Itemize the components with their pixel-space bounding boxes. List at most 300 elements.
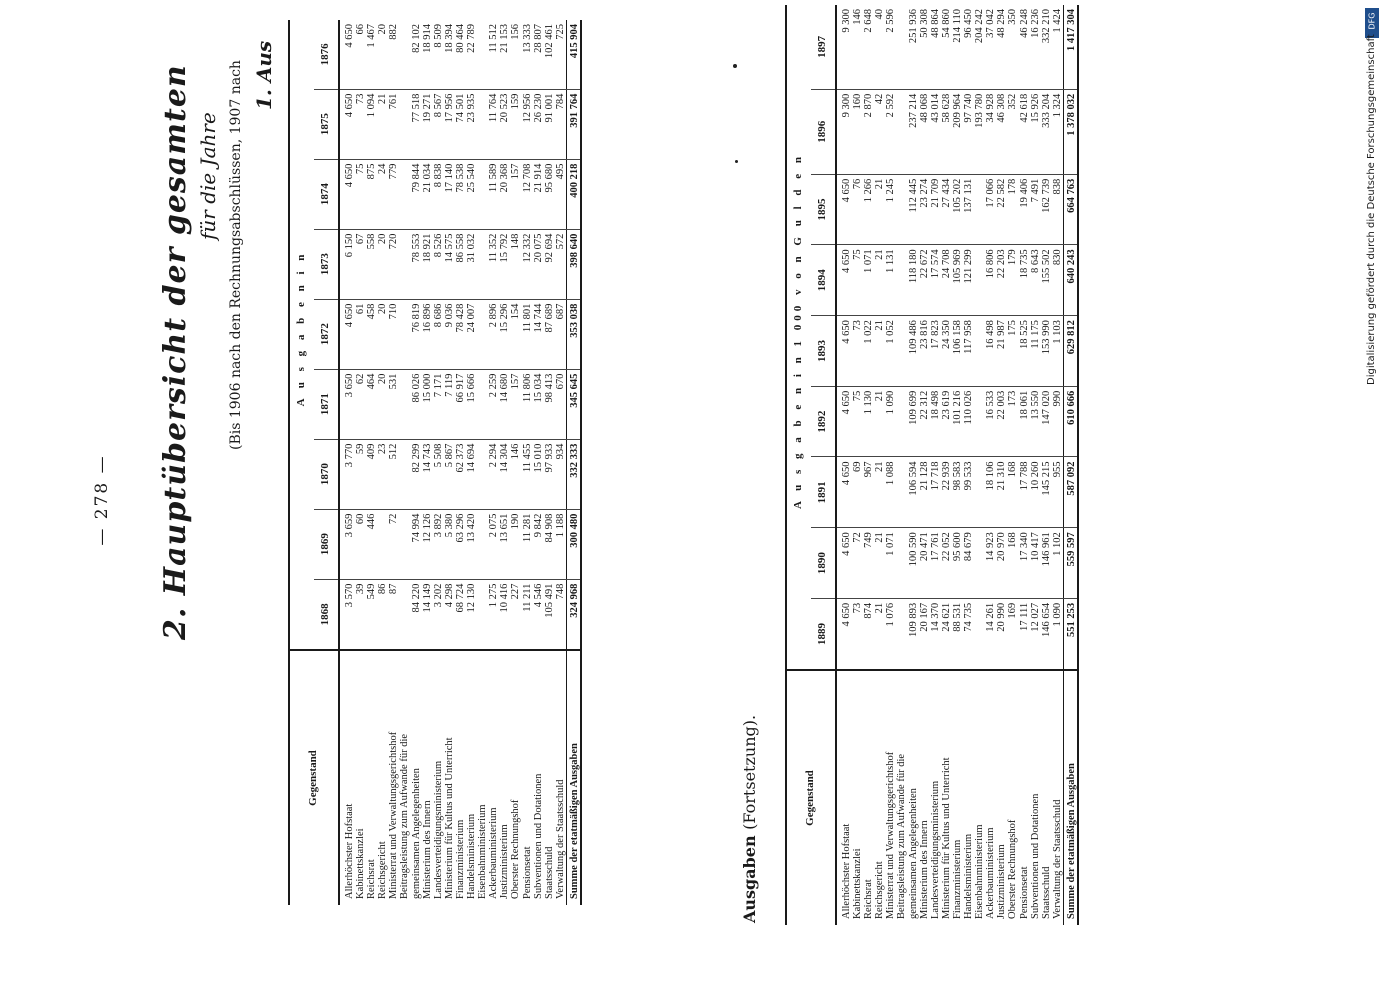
cell-value: 20 970	[996, 528, 1007, 599]
cell-value: 162 739	[1041, 174, 1052, 245]
table-row	[985, 5, 996, 925]
cell-value: 24 621	[941, 598, 952, 670]
cell-value: 14 261	[985, 598, 996, 670]
row-label: Ministerium für Kultus und Unterricht	[443, 737, 455, 899]
cell-value: 23	[377, 439, 388, 509]
cell-value: 21 034	[422, 159, 433, 229]
cell-value: 74 735	[963, 598, 974, 670]
expenditure-table-1889-1897	[785, 5, 1079, 925]
cell-value: 24 708	[941, 245, 952, 316]
cell-value: 6 150	[344, 229, 355, 299]
cell-value	[974, 386, 985, 457]
cell-value: 117 958	[963, 316, 974, 387]
cell-value: 8 838	[433, 159, 444, 229]
cell-value: 409	[366, 439, 377, 509]
row-label: Allerhöchster Hofstaat	[344, 803, 355, 899]
cell-value: 14 680	[499, 369, 510, 439]
cell-value: 97 933	[544, 439, 555, 509]
cell-value: 11 211	[522, 579, 533, 650]
cell-value: 15 792	[499, 229, 510, 299]
cell-value: 748	[555, 579, 567, 650]
cell-value: 12 956	[522, 89, 533, 159]
cell-value: 74 994	[411, 509, 422, 579]
cell-value: 9 300	[841, 89, 852, 174]
cell-value: 12 126	[422, 509, 433, 579]
cell-value: 145 215	[1041, 457, 1052, 528]
cell-value: 1 378 032	[1063, 89, 1078, 174]
cell-value: 11 806	[522, 369, 533, 439]
cell-value: 34 928	[985, 89, 996, 174]
cell-value: 15 034	[533, 369, 544, 439]
cell-value: 19 406	[1019, 174, 1030, 245]
total-row	[1063, 5, 1078, 925]
speck	[735, 160, 738, 163]
cell-value: 18 525	[1019, 316, 1030, 387]
row-label: Ministerrat und Verwaltungsgerichtshof	[388, 731, 400, 899]
cell-value: 84 679	[963, 528, 974, 599]
table-row	[1030, 5, 1041, 925]
cell-value: 22 672	[919, 245, 930, 316]
cell-value: 98 583	[952, 457, 963, 528]
cell-value: 21 128	[919, 457, 930, 528]
cell-value	[896, 245, 907, 316]
cell-value: 4 650	[841, 386, 852, 457]
table-row	[433, 20, 444, 905]
cell-value: 43 014	[930, 89, 941, 174]
cell-value: 1 090	[885, 386, 896, 457]
cell-value: 66 917	[455, 369, 466, 439]
cell-value	[974, 245, 985, 316]
cell-value: 60	[355, 509, 366, 579]
cell-value: 31 032	[466, 229, 477, 299]
cell-value: 1 188	[555, 509, 567, 579]
cell-value: 710	[388, 299, 399, 369]
cell-value: 3 202	[433, 579, 444, 650]
table-row	[896, 5, 907, 925]
cell-value	[399, 299, 410, 369]
cell-value: 830	[1052, 245, 1064, 316]
cell-value: 687	[555, 299, 567, 369]
cell-value: 23 935	[466, 89, 477, 159]
cell-value: 190	[510, 509, 521, 579]
row-label: Justizministerium	[499, 824, 511, 899]
cell-value: 15 666	[466, 369, 477, 439]
cell-value: 2 259	[488, 369, 499, 439]
cell-value: 610 666	[1063, 386, 1078, 457]
cell-value	[399, 579, 410, 650]
cell-value: 21 709	[930, 174, 941, 245]
table-row	[366, 20, 377, 905]
section-heading-suffix: (Fortsetzung).	[740, 714, 759, 830]
cell-value: 20 368	[499, 159, 510, 229]
row-label: Oberster Rechnungshof	[1007, 819, 1019, 919]
cell-value: 169	[1007, 598, 1018, 670]
year-header-1893: 1893	[811, 316, 836, 387]
cell-value: 40	[874, 5, 885, 89]
cell-value	[896, 598, 907, 670]
cell-value: 160	[852, 89, 863, 174]
cell-value: 20	[377, 369, 388, 439]
cell-value: 20	[377, 229, 388, 299]
cell-value: 46 248	[1019, 5, 1030, 89]
cell-value: 20 167	[919, 598, 930, 670]
cell-value: 39	[355, 579, 366, 650]
cell-value	[974, 174, 985, 245]
cell-value: 112 445	[908, 174, 919, 245]
cell-value	[896, 386, 907, 457]
digitization-credit: Digitalisierung gefördert durch die Deutsche Forschungsgemeinschaft	[1366, 34, 1377, 385]
cell-value: 79 844	[411, 159, 422, 229]
cell-value	[477, 159, 488, 229]
cell-value: 4 546	[533, 579, 544, 650]
cell-value: 2 294	[488, 439, 499, 509]
cell-value: 173	[1007, 386, 1018, 457]
super-header: A u s g a b e n i n 1 000 v o n G u l d e n	[786, 5, 811, 670]
cell-value: 87	[388, 579, 399, 650]
cell-value: 27 434	[941, 174, 952, 245]
cell-value: 84 908	[544, 509, 555, 579]
cell-value: 68 724	[455, 579, 466, 650]
cell-value	[399, 369, 410, 439]
cell-value: 4 650	[344, 20, 355, 89]
cell-value: 28 807	[533, 20, 544, 89]
row-label: Ministerrat und Verwaltungsgerichtshof	[885, 751, 897, 919]
cell-value: 4 650	[841, 598, 852, 670]
row-label: Justizministerium	[996, 844, 1008, 919]
column-header-gegenstand: Gegenstand	[307, 750, 320, 806]
cell-value: 148	[510, 229, 521, 299]
cell-value: 22 003	[996, 386, 1007, 457]
cell-value: 558	[366, 229, 377, 299]
cell-value: 14 923	[985, 528, 996, 599]
cell-value: 13 651	[499, 509, 510, 579]
cell-value: 66	[355, 20, 366, 89]
cell-value: 4 650	[344, 299, 355, 369]
cell-value: 1 090	[1052, 598, 1064, 670]
table-row	[885, 5, 896, 925]
table-row	[930, 5, 941, 925]
cell-value: 784	[555, 89, 567, 159]
table-row	[1041, 5, 1052, 925]
cell-value: 95 600	[952, 528, 963, 599]
table-row	[499, 20, 510, 905]
row-label: Beitragsleistung zum Aufwande für die	[896, 753, 908, 919]
table-row	[996, 5, 1007, 925]
year-header-1875: 1875	[314, 89, 339, 159]
cell-value: 21	[874, 386, 885, 457]
cell-value: 2 870	[863, 89, 874, 174]
cell-value: 101 216	[952, 386, 963, 457]
cell-value: 18 394	[444, 20, 455, 89]
cell-value: 2 075	[488, 509, 499, 579]
cell-value: 11 512	[488, 20, 499, 89]
page-title: 2. Hauptübersicht der gesamten	[158, 64, 193, 640]
cell-value	[477, 299, 488, 369]
cell-value: 17 718	[930, 457, 941, 528]
cell-value: 175	[1007, 316, 1018, 387]
cell-value: 934	[555, 439, 567, 509]
cell-value: 21	[874, 457, 885, 528]
cell-value: 73	[852, 598, 863, 670]
cell-value: 4 650	[841, 174, 852, 245]
year-header-1897: 1897	[811, 5, 836, 89]
cell-value: 214 110	[952, 5, 963, 89]
cell-value: 62	[355, 369, 366, 439]
table-row	[344, 20, 355, 905]
cell-value: 100 590	[908, 528, 919, 599]
cell-value: 154	[510, 299, 521, 369]
cell-value: 109 699	[908, 386, 919, 457]
cell-value: 146	[852, 5, 863, 89]
cell-value: 874	[863, 598, 874, 670]
cell-value: 153 990	[1041, 316, 1052, 387]
cell-value: 531	[388, 369, 399, 439]
cell-value: 73	[355, 89, 366, 159]
cell-value: 8 509	[433, 20, 444, 89]
cell-value: 8 526	[433, 229, 444, 299]
cell-value: 1 103	[1052, 316, 1064, 387]
cell-value: 21	[874, 245, 885, 316]
cell-value	[477, 89, 488, 159]
expenditure-table-1868-1876	[288, 20, 582, 905]
cell-value: 12 708	[522, 159, 533, 229]
cell-value: 16 533	[985, 386, 996, 457]
cell-value: 1 467	[366, 20, 377, 89]
cell-value: 2 592	[885, 89, 896, 174]
cell-value: 17 823	[930, 316, 941, 387]
cell-value: 17 574	[930, 245, 941, 316]
year-header-1874: 1874	[314, 159, 339, 229]
table-row	[388, 20, 399, 905]
table-row	[908, 5, 919, 925]
cell-value: 350	[1007, 5, 1018, 89]
row-label: Summe der etatmäßigen Ausgaben	[566, 650, 581, 905]
cell-value: 74 501	[455, 89, 466, 159]
row-label: Verwaltung der Staatsschuld	[554, 779, 566, 899]
speck	[733, 64, 737, 68]
cell-value: 24 007	[466, 299, 477, 369]
table-row	[399, 20, 410, 905]
table-row	[455, 20, 466, 905]
super-header: A u s g a b e n i n	[289, 20, 314, 650]
cell-value: 1 245	[885, 174, 896, 245]
cell-value: 1 102	[1052, 528, 1064, 599]
table-row	[544, 20, 555, 905]
cell-value: 26 230	[533, 89, 544, 159]
cell-value: 11 175	[1030, 316, 1041, 387]
cell-value: 14 575	[444, 229, 455, 299]
cell-value: 82 299	[411, 439, 422, 509]
table-row	[377, 20, 388, 905]
year-header-1894: 1894	[811, 245, 836, 316]
cell-value: 15 000	[422, 369, 433, 439]
cell-value	[896, 528, 907, 599]
cell-value: 251 936	[908, 5, 919, 89]
table-row	[1052, 5, 1064, 925]
cell-value: 78 553	[411, 229, 422, 299]
cell-value: 17 761	[930, 528, 941, 599]
row-label: Finanzministerium	[951, 839, 963, 919]
cell-value: 102 461	[544, 20, 555, 89]
year-header-1892: 1892	[811, 386, 836, 457]
cell-value: 3 659	[344, 509, 355, 579]
table-row	[863, 5, 874, 925]
cell-value: 23 274	[919, 174, 930, 245]
source-note: (Bis 1906 nach den Rechnungsabschlüssen, 1907 nach	[228, 60, 244, 450]
year-header-1870: 1870	[314, 439, 339, 509]
row-label: Ministerium des Innern	[918, 820, 930, 919]
cell-value: 9 036	[444, 299, 455, 369]
cell-value: 8 567	[433, 89, 444, 159]
cell-value: 15 926	[1030, 89, 1041, 174]
cell-value: 72	[388, 509, 399, 579]
cell-value: 48 294	[996, 5, 1007, 89]
year-header-1868: 1868	[314, 579, 339, 650]
row-label: gemeinsamen Angelegenheiten	[410, 768, 422, 899]
cell-value: 21 914	[533, 159, 544, 229]
cell-value: 227	[510, 579, 521, 650]
cell-value: 587 092	[1063, 457, 1078, 528]
cell-value: 10 260	[1030, 457, 1041, 528]
table-row	[533, 20, 544, 905]
cell-value: 67	[355, 229, 366, 299]
cell-value: 14 149	[422, 579, 433, 650]
cell-value: 16 498	[985, 316, 996, 387]
table-row	[852, 5, 863, 925]
cell-value: 17 066	[985, 174, 996, 245]
cell-value: 15 010	[533, 439, 544, 509]
cell-value: 63 296	[455, 509, 466, 579]
cell-value: 16 806	[985, 245, 996, 316]
row-label: Pensionsetat	[1018, 866, 1030, 919]
cell-value: 8 686	[433, 299, 444, 369]
table-row	[941, 5, 952, 925]
year-header-1876: 1876	[314, 20, 339, 89]
cell-value: 353 038	[566, 299, 581, 369]
cell-value: 4 650	[841, 528, 852, 599]
cell-value: 168	[1007, 528, 1018, 599]
cell-value: 61	[355, 299, 366, 369]
row-label: Eisenbahnministerium	[974, 824, 986, 919]
cell-value: 204 242	[974, 5, 985, 89]
cell-value: 21 987	[996, 316, 1007, 387]
cell-value: 105 969	[952, 245, 963, 316]
cell-value	[477, 439, 488, 509]
cell-value: 99 533	[963, 457, 974, 528]
cell-value: 22 312	[919, 386, 930, 457]
cell-value: 749	[863, 528, 874, 599]
cell-value: 464	[366, 369, 377, 439]
cell-value: 72	[852, 528, 863, 599]
cell-value: 17 788	[1019, 457, 1030, 528]
row-label: Landesverteidigungsministerium	[432, 760, 444, 899]
cell-value: 1 275	[488, 579, 499, 650]
row-label: Eisenbahnministerium	[477, 804, 489, 899]
cell-value: 25 540	[466, 159, 477, 229]
cell-value: 12 332	[522, 229, 533, 299]
cell-value: 92 694	[544, 229, 555, 299]
row-label: Reichsrat	[366, 859, 378, 899]
cell-value: 5 867	[444, 439, 455, 509]
row-label: Staatsschuld	[1040, 866, 1052, 919]
cell-value: 87 689	[544, 299, 555, 369]
cell-value: 75	[355, 159, 366, 229]
cell-value: 670	[555, 369, 567, 439]
cell-value: 91 001	[544, 89, 555, 159]
row-label: Kabinettskanzlei	[852, 848, 864, 919]
row-label: Reichsgericht	[874, 861, 886, 919]
cell-value: 967	[863, 457, 874, 528]
cell-value: 3 570	[344, 579, 355, 650]
cell-value: 333 204	[1041, 89, 1052, 174]
cell-value	[974, 528, 985, 599]
cell-value: 18 106	[985, 457, 996, 528]
cell-value: 21	[874, 316, 885, 387]
cell-value: 22 203	[996, 245, 1007, 316]
cell-value: 11 455	[522, 439, 533, 509]
table-row	[444, 20, 455, 905]
cell-value: 24	[377, 159, 388, 229]
cell-value: 50 308	[919, 5, 930, 89]
cell-value: 42 618	[1019, 89, 1030, 174]
cell-value: 882	[388, 20, 399, 89]
cell-value: 96 450	[963, 5, 974, 89]
row-label: Kabinettskanzlei	[355, 828, 367, 899]
cell-value	[477, 20, 488, 89]
cell-value: 18 498	[930, 386, 941, 457]
cell-value: 20	[377, 299, 388, 369]
section-heading-continued	[740, 715, 759, 923]
cell-value: 324 968	[566, 579, 581, 650]
cell-value: 352	[1007, 89, 1018, 174]
cell-value: 17 340	[1019, 528, 1030, 599]
cell-value: 1 052	[885, 316, 896, 387]
cell-value: 24 350	[941, 316, 952, 387]
cell-value: 237 214	[908, 89, 919, 174]
cell-value: 7 491	[1030, 174, 1041, 245]
cell-value: 109 486	[908, 316, 919, 387]
cell-value: 76	[852, 174, 863, 245]
cell-value: 14 304	[499, 439, 510, 509]
cell-value	[399, 509, 410, 579]
cell-value: 19 271	[422, 89, 433, 159]
cell-value: 3 892	[433, 509, 444, 579]
cell-value: 990	[1052, 386, 1064, 457]
cell-value: 77 518	[411, 89, 422, 159]
cell-value: 1 088	[885, 457, 896, 528]
cell-value: 86	[377, 579, 388, 650]
cell-value: 7 119	[444, 369, 455, 439]
cell-value: 1 071	[863, 245, 874, 316]
cell-value: 1 076	[885, 598, 896, 670]
cell-value: 21	[874, 598, 885, 670]
cell-value: 15 296	[499, 299, 510, 369]
cell-value: 20 471	[919, 528, 930, 599]
row-label: gemeinsamen Angelegenheiten	[907, 788, 919, 919]
cell-value: 12 027	[1030, 598, 1041, 670]
table-row	[522, 20, 533, 905]
row-label: Ministerium für Kultus und Unterricht	[940, 757, 952, 919]
cell-value: 86 026	[411, 369, 422, 439]
cell-value: 1 266	[863, 174, 874, 245]
cell-value	[974, 457, 985, 528]
cell-value: 105 491	[544, 579, 555, 650]
cell-value: 75	[852, 386, 863, 457]
section-heading-main: Ausgaben	[740, 835, 759, 923]
table-row	[974, 5, 985, 925]
table-row	[355, 20, 366, 905]
year-header-1872: 1872	[314, 299, 339, 369]
